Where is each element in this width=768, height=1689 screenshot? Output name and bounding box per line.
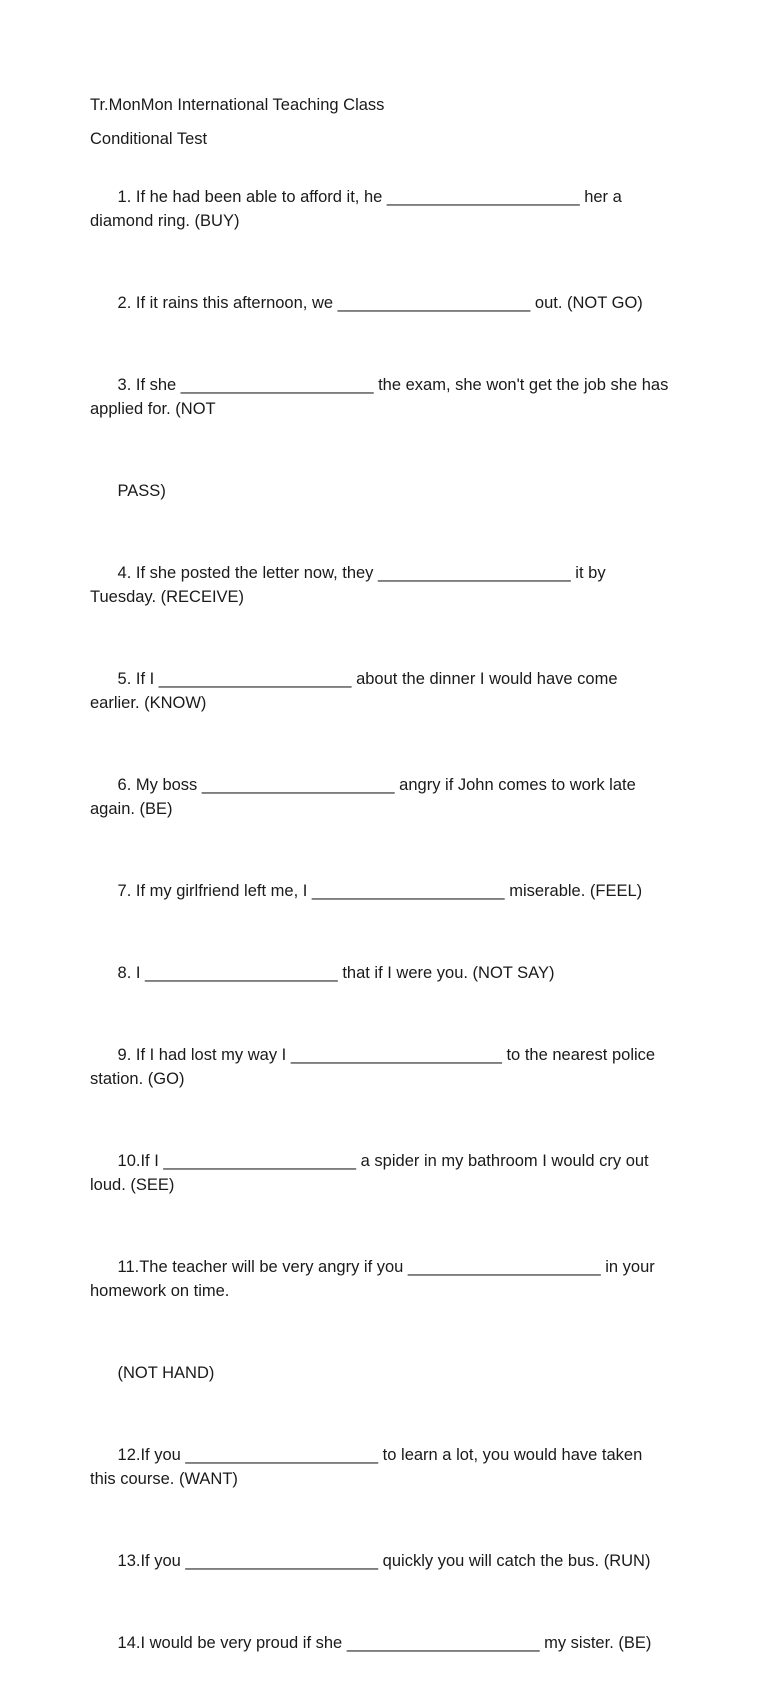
- question-9: [90, 1019, 690, 1115]
- question-line: PASS): [117, 482, 166, 500]
- question-1: [90, 161, 690, 257]
- question-line: earlier. (KNOW): [90, 694, 207, 712]
- question-line: 13.If you _____________________ quickly you will catch the bus. (RUN): [117, 1552, 651, 1570]
- question-12: [90, 1419, 690, 1515]
- question-line: 9. If I had lost my way I _______________________ to the nearest police: [117, 1046, 656, 1064]
- question-14: [90, 1607, 690, 1679]
- question-7: [90, 855, 690, 927]
- question-line: 14.I would be very proud if she _____________________ my sister. (BE): [117, 1634, 652, 1652]
- question-line: (NOT HAND): [117, 1364, 215, 1382]
- question-6: [90, 749, 690, 845]
- question-11: [90, 1231, 690, 1327]
- question-line: again. (BE): [90, 800, 173, 818]
- question-line: 5. If I _____________________ about the dinner I would have come: [117, 670, 618, 688]
- question-10: [90, 1125, 690, 1221]
- question-line: 3. If she _____________________ the exam, she won't get the job she has: [117, 376, 669, 394]
- question-4: [90, 537, 690, 633]
- question-line: 6. My boss _____________________ angry if John comes to work late: [117, 776, 636, 794]
- question-line: station. (GO): [90, 1070, 185, 1088]
- question-line: this course. (WANT): [90, 1470, 238, 1488]
- question-line: loud. (SEE): [90, 1176, 175, 1194]
- question-13: [90, 1525, 690, 1597]
- question-5: [90, 643, 690, 739]
- document-header: Tr.MonMon International Teaching Class: [90, 96, 385, 114]
- question-line: 12.If you _____________________ to learn a lot, you would have taken: [117, 1446, 643, 1464]
- question-line: diamond ring. (BUY): [90, 212, 240, 230]
- question-8: [90, 937, 690, 1009]
- question-line: 10.If I _____________________ a spider in my bathroom I would cry out: [117, 1152, 649, 1170]
- question-3-continuation: [90, 455, 690, 527]
- question-line: homework on time.: [90, 1282, 230, 1300]
- question-line: Tuesday. (RECEIVE): [90, 588, 245, 606]
- question-2: [90, 267, 690, 339]
- question-line: applied for. (NOT: [90, 400, 216, 418]
- question-line: 7. If my girlfriend left me, I _____________________ miserable. (FEEL): [117, 882, 643, 900]
- question-line: 4. If she posted the letter now, they _____________________ it by: [117, 564, 606, 582]
- question-line: 1. If he had been able to afford it, he _____________________ her a: [117, 188, 622, 206]
- document-body: [90, 93, 690, 1689]
- question-line: 11.The teacher will be very angry if you _____________________ in your: [117, 1258, 655, 1276]
- question-line: 8. I _____________________ that if I were you. (NOT SAY): [117, 964, 555, 982]
- question-11-continuation: [90, 1337, 690, 1409]
- question-3: [90, 349, 690, 445]
- question-line: 2. If it rains this afternoon, we _____________________ out. (NOT GO): [117, 294, 643, 312]
- document-title: Conditional Test: [90, 130, 208, 148]
